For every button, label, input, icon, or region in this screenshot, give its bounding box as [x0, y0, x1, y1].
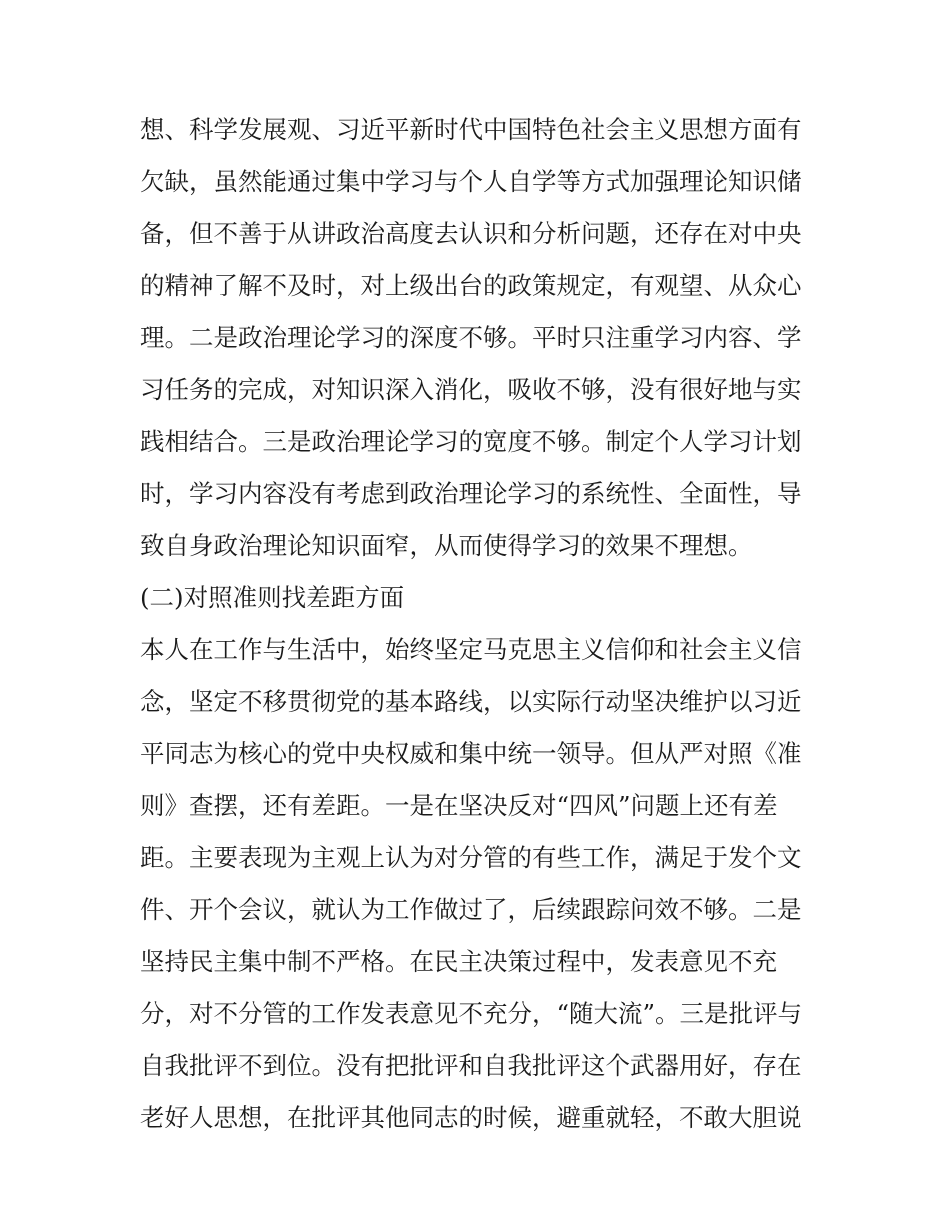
- text-line: 欠缺，虽然能通过集中学习与个人自学等方式加强理论知识储: [140, 167, 802, 196]
- text-line: 备，但不善于从讲政治高度去认识和分析问题，还存在对中央: [140, 219, 802, 248]
- text-line: 习任务的完成，对知识深入消化，吸收不够，没有很好地与实: [140, 375, 802, 404]
- text-line: 本人在工作与生活中，始终坚定马克思主义信仰和社会主义信: [140, 635, 802, 664]
- text-line: 距。主要表现为主观上认为对分管的有些工作，满足于发个文: [140, 843, 802, 872]
- text-line: 践相结合。三是政治理论学习的宽度不够。制定个人学习计划: [140, 427, 802, 456]
- text-line: 理。二是政治理论学习的深度不够。平时只注重学习内容、学: [140, 323, 802, 352]
- text-line: 想、科学发展观、习近平新时代中国特色社会主义思想方面有: [140, 115, 802, 144]
- text-line: 时，学习内容没有考虑到政治理论学习的系统性、全面性，导: [140, 479, 802, 508]
- text-line: 分，对不分管的工作发表意见不充分，“随大流”。三是批评与: [140, 999, 803, 1028]
- text-line: 致自身政治理论知识面窄，从而使得学习的效果不理想。: [140, 531, 753, 560]
- text-line: 的精神了解不及时，对上级出台的政策规定，有观望、从众心: [140, 271, 802, 300]
- text-line: 坚持民主集中制不严格。在民主决策过程中，发表意见不充: [140, 947, 777, 976]
- text-line: 老好人思想，在批评其他同志的时候，避重就轻，不敢大胆说: [140, 1103, 802, 1132]
- text-line: 件、开个会议，就认为工作做过了，后续跟踪问效不够。二是: [140, 895, 802, 924]
- text-line: 平同志为核心的党中央权威和集中统一领导。但从严对照《准: [140, 739, 802, 768]
- section-heading: (二)对照准则找差距方面: [140, 583, 405, 612]
- text-line: 则》查摆，还有差距。一是在坚决反对“四风”问题上还有差: [140, 791, 778, 820]
- text-line: 念，坚定不移贯彻党的基本路线，以实际行动坚决维护以习近: [140, 687, 802, 716]
- text-line: 自我批评不到位。没有把批评和自我批评这个武器用好，存在: [140, 1051, 802, 1080]
